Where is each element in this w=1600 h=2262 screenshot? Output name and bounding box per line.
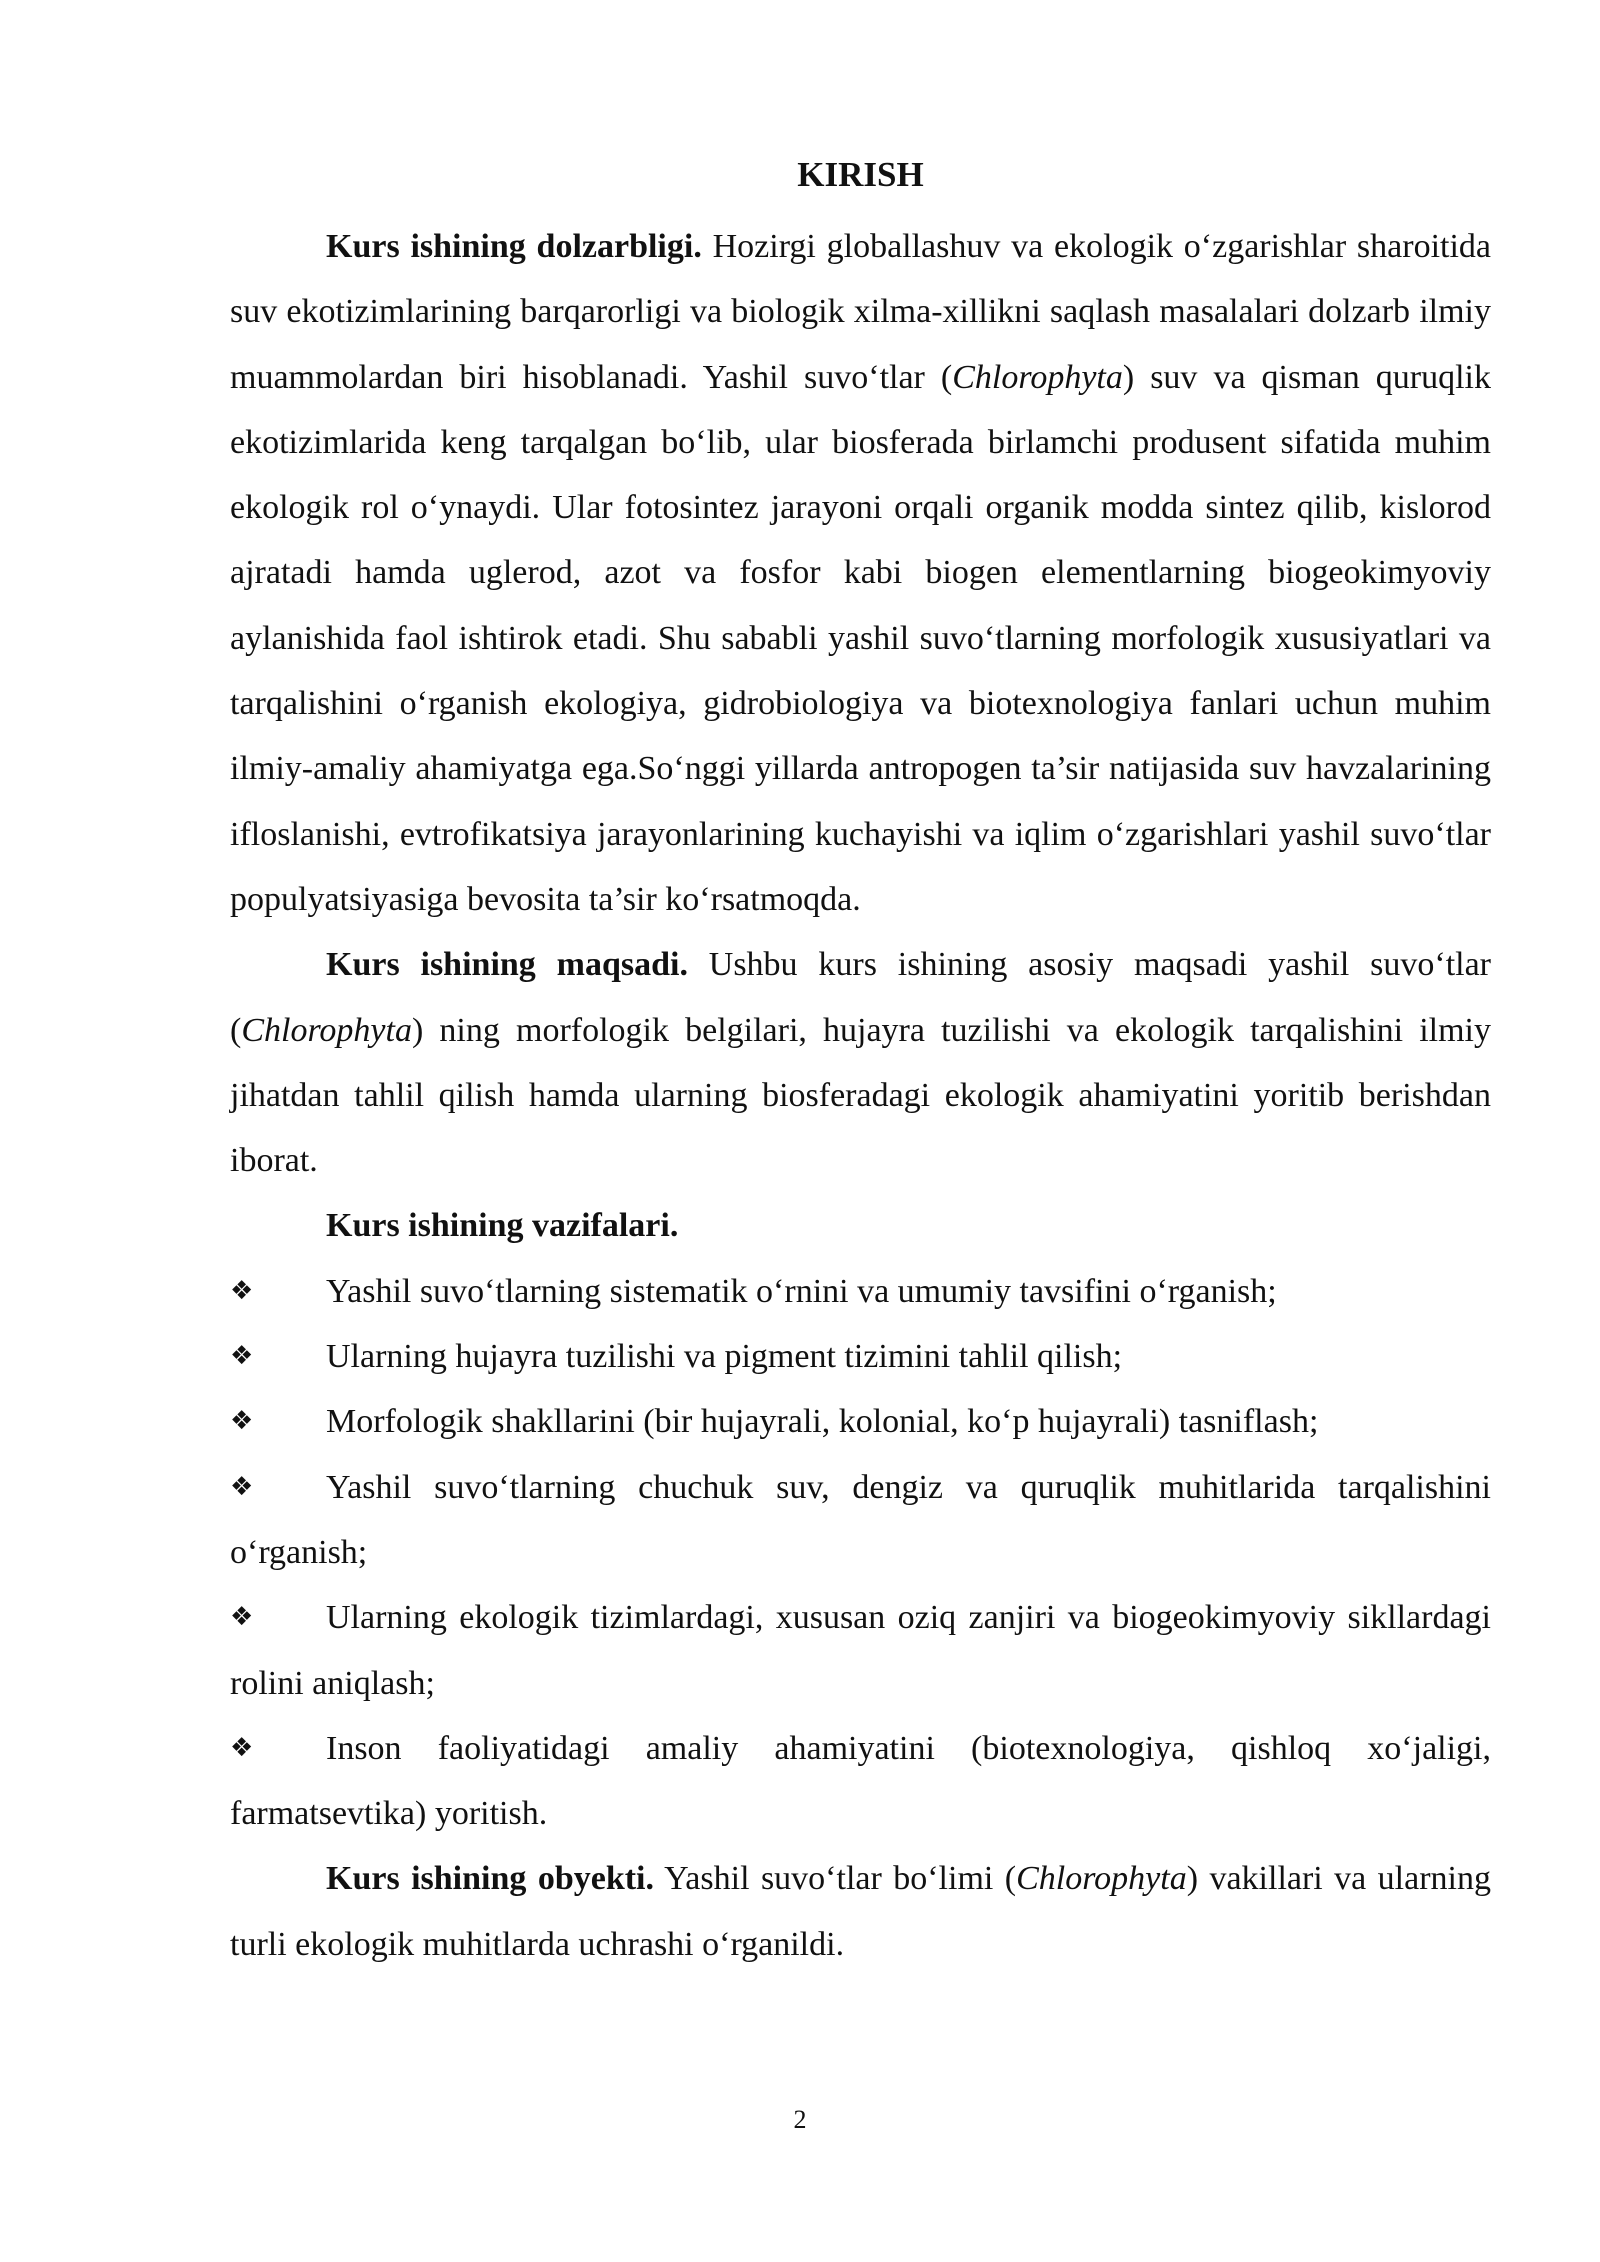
relevance-heading: Kurs ishining dolzarbligi.	[326, 228, 702, 265]
list-item	[230, 1259, 1491, 1324]
object-text-2: ) vakillari va ularning turli ekologik muhitlarda uchrashi o‘rganildi.	[230, 1860, 1491, 1963]
list-item-text: Ularning ekologik tizimlardagi, xususan oziq zanjiri va biogeokimyoviy sikllardagi rolini aniqlash;	[230, 1599, 1491, 1702]
relevance-text-1: Hozirgi globallashuv va ekologik o‘zgarishlar sharoitida suv ekotizimlarining barqarorligi va biologik xilma-xillikni saqlash masalalari dolzarb ilmiy muammolardan biri hisoblanadi. Yashil suvo‘tlar (	[230, 228, 1492, 396]
bullet-diamond-icon: ❖	[230, 1406, 254, 1437]
list-item-text: Yashil suvo‘tlarning chuchuk suv, dengiz va quruqlik muhitlarida tarqalishini o‘rganish;	[230, 1468, 1491, 1571]
object-text-1: Yashil suvo‘tlar bo‘limi (	[654, 1860, 1017, 1898]
document-page	[230, 150, 1491, 1977]
goal-heading: Kurs ishining maqsadi.	[326, 946, 688, 984]
list-item	[230, 1389, 1491, 1454]
list-item	[230, 1716, 1491, 1847]
goal-text-1: Ushbu kurs ishining asosiy maqsadi yashil suvo‘tlar (	[230, 946, 1492, 1049]
bullet-diamond-icon: ❖	[230, 1471, 254, 1502]
bullet-diamond-icon: ❖	[230, 1602, 254, 1633]
goal-taxon: Chlorophyta	[241, 1011, 412, 1049]
list-item	[230, 1324, 1491, 1389]
relevance-paragraph	[230, 214, 1491, 932]
goal-paragraph	[230, 932, 1491, 1193]
page-title: KIRISH	[797, 155, 924, 194]
object-taxon: Chlorophyta	[1016, 1860, 1187, 1898]
bullet-diamond-icon: ❖	[230, 1341, 254, 1372]
list-item-text: Inson faoliyatidagi amaliy ahamiyatini (biotexnologiya, qishloq xo‘jaligi, farmatsevtika) yoritish.	[230, 1729, 1491, 1833]
list-item-text: Yashil suvo‘tlarning sistematik o‘rnini va umumiy tavsifini o‘rganish;	[326, 1272, 1277, 1310]
relevance-text-2: ) suv va qisman quruqlik ekotizimlarida keng tarqalgan bo‘lib, ular biosferada birlamchi produsent sifatida muhim ekologik rol o‘ynaydi. Ular fotosintez jarayoni orqali organik modda sintez qilib, kislorod ajratadi hamda uglerod, azot va fosfor kabi biogen elementlarning biogeokimyoviy aylanishida faol ishtirok etadi. Shu sababli yashil suvo‘tlarning morfologik xususiyatlari va tarqalishini o‘rganish ekologiya, gidrobiologiya va biotexnologiya fanlari uchun muhim ilmiy-amaliy ahamiyatga ega.So‘nggi yillarda antropogen ta’sir natijasida suv havzalarining ifloslanishi, evtrofikatsiya jarayonlarining kuchayishi va iqlim o‘zgarishlari yashil suvo‘tlar populyatsiyasiga bevosita ta’sir ko‘rsatmoqda.	[230, 358, 1491, 918]
bullet-diamond-icon: ❖	[230, 1732, 254, 1763]
object-heading: Kurs ishining obyekti.	[326, 1860, 654, 1898]
bullet-diamond-icon: ❖	[230, 1275, 254, 1306]
tasks-list	[230, 1259, 1491, 1847]
object-paragraph	[230, 1846, 1491, 1977]
relevance-taxon: Chlorophyta	[952, 358, 1123, 396]
tasks-heading: Kurs ishining vazifalari.	[326, 1207, 679, 1245]
list-item-text: Ularning hujayra tuzilishi va pigment tizimini tahlil qilish;	[326, 1338, 1123, 1376]
list-item	[230, 1585, 1491, 1716]
list-item-text: Morfologik shakllarini (bir hujayrali, kolonial, ko‘p hujayrali) tasniflash;	[326, 1403, 1319, 1441]
goal-text-2: ) ning morfologik belgilari, hujayra tuzilishi va ekologik tarqalishini ilmiy jihatdan tahlil qilish hamda ularning biosferadagi ekologik ahamiyatini yoritib berishdan iborat.	[230, 1011, 1491, 1180]
page-number: 2	[793, 2105, 807, 2134]
list-item	[230, 1455, 1491, 1586]
